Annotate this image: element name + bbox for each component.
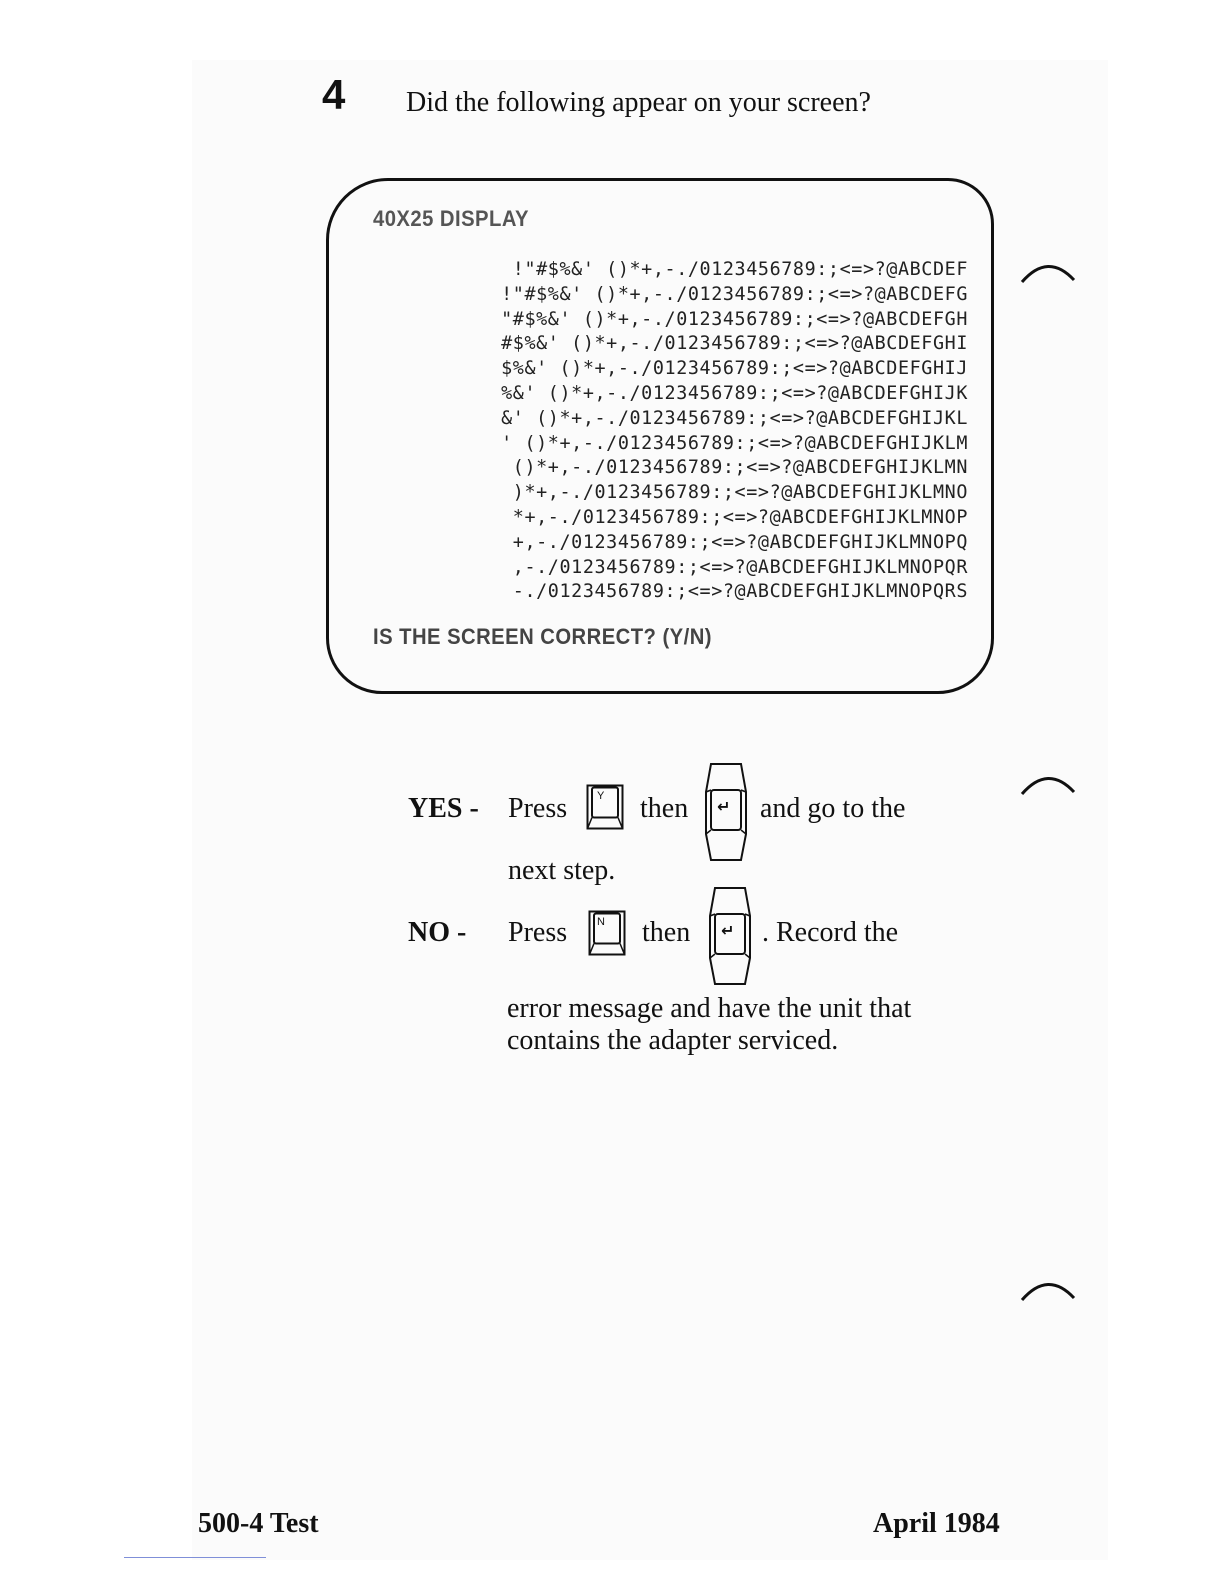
- yes-label: YES -: [408, 793, 479, 824]
- screen-prompt: IS THE SCREEN CORRECT? (Y/N): [373, 624, 712, 649]
- screen-line: %&' ()*+,-./0123456789:;<=>?@ABCDEFGHIJK: [501, 382, 968, 404]
- page-tab-mark: [1020, 770, 1076, 796]
- no-continuation-line-1: error message and have the unit that: [507, 993, 912, 1024]
- y-key-legend: Y: [597, 790, 605, 802]
- screen-line: )*+,-./0123456789:;<=>?@ABCDEFGHIJKLMNO: [512, 482, 968, 504]
- enter-key-legend: ↵: [717, 799, 731, 816]
- screen-line: #$%&' ()*+,-./0123456789:;<=>?@ABCDEFGHI: [501, 333, 968, 355]
- screen-line: ()*+,-./0123456789:;<=>?@ABCDEFGHIJKLMN: [512, 457, 968, 479]
- screen-line: &' ()*+,-./0123456789:;<=>?@ABCDEFGHIJKL: [501, 407, 968, 429]
- screen-character-lines: [368, 258, 968, 605]
- y-key-icon: [586, 784, 624, 830]
- yes-after-text: and go to the: [760, 793, 906, 824]
- screen-line: !"#$%&' ()*+,-./0123456789:;<=>?@ABCDEF: [512, 259, 968, 280]
- screen-line: ,-./0123456789:;<=>?@ABCDEFGHIJKLMNOPQR: [512, 556, 968, 578]
- enter-key-legend: ↵: [721, 923, 735, 940]
- page-tab-mark: [1020, 1276, 1076, 1302]
- yes-press-text: Press: [508, 793, 568, 824]
- no-continuation-line-2: contains the adapter serviced.: [507, 1025, 839, 1056]
- step-number: 4: [322, 71, 346, 118]
- screen-line: +,-./0123456789:;<=>?@ABCDEFGHIJKLMNOPQ: [512, 531, 968, 553]
- page-tab-mark: [1020, 258, 1076, 284]
- screen-line: -./0123456789:;<=>?@ABCDEFGHIJKLMNOPQRS: [512, 581, 968, 603]
- no-press-text: Press: [508, 917, 568, 948]
- n-key-legend: N: [597, 916, 605, 928]
- no-after-text: . Record the: [762, 917, 899, 948]
- yes-continuation-text: next step.: [508, 855, 616, 886]
- screen-title: 40X25 DISPLAY: [373, 206, 529, 231]
- footer-section-label: 500-4 Test: [198, 1508, 319, 1539]
- no-label: NO -: [408, 917, 467, 948]
- footer-rule: [124, 1557, 266, 1558]
- screen-line: ' ()*+,-./0123456789:;<=>?@ABCDEFGHIJKLM: [501, 432, 968, 454]
- screen-line: *+,-./0123456789:;<=>?@ABCDEFGHIJKLMNOP: [512, 506, 968, 528]
- n-key-icon: [588, 910, 626, 956]
- no-then-text: then: [642, 917, 691, 948]
- step-question: Did the following appear on your screen?: [406, 87, 871, 118]
- yes-then-text: then: [640, 793, 689, 824]
- footer-date: April 1984: [873, 1508, 1000, 1539]
- screen-line: $%&' ()*+,-./0123456789:;<=>?@ABCDEFGHIJ: [501, 358, 968, 380]
- screen-line: "#$%&' ()*+,-./0123456789:;<=>?@ABCDEFGH: [501, 308, 968, 330]
- screen-line: !"#$%&' ()*+,-./0123456789:;<=>?@ABCDEFG: [501, 283, 968, 305]
